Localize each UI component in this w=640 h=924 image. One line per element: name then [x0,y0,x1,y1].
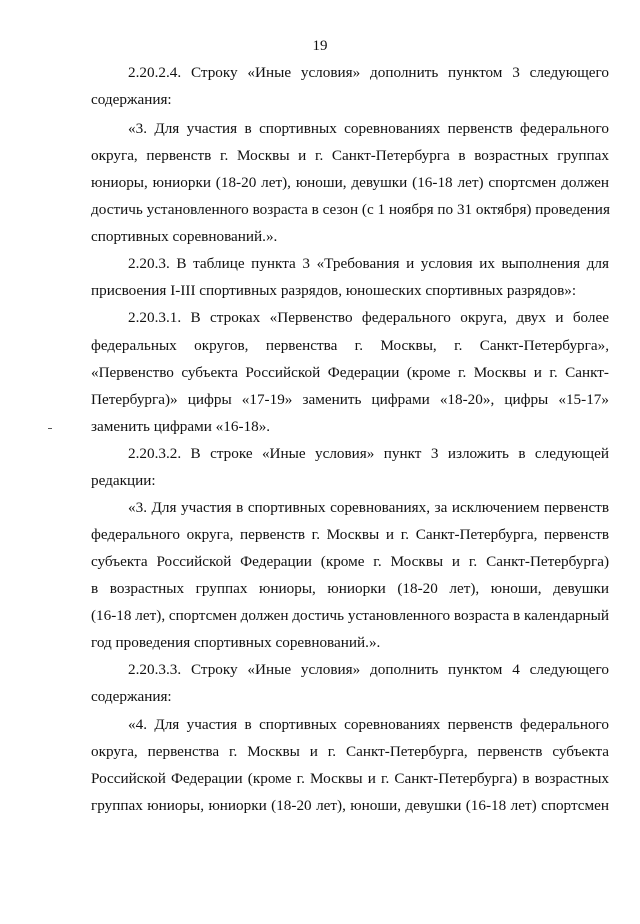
text-line: содержания: [91,91,172,108]
text-line: достичь установленного возраста в сезон (с 1 ноября по 31 октября) проведения [91,201,610,218]
text-line: (16-18 лет), спортсмен должен достичь установленного возраста в календарный [91,607,609,624]
text-line: юниоры, юниорки (18-20 лет), юноши, девушки (16-18 лет) спортсмен должен [91,174,609,191]
text-line: субъекта Российской Федерации (кроме г. Москвы и г. Санкт-Петербурга) [91,553,609,570]
text-line: 2.20.3. В таблице пункта 3 «Требования и условия их выполнения для [128,255,609,272]
text-line: округа, первенств г. Москвы и г. Санкт-Петербурга в возрастных группах [91,147,609,164]
text-line: год проведения спортивных соревнований.». [91,634,381,651]
text-line: «3. Для участия в спортивных соревнованиях первенств федерального [128,120,609,137]
text-line: 2.20.3.1. В строках «Первенство федерального округа, двух и более [128,309,609,326]
text-line: содержания: [91,688,172,705]
text-line: Российской Федерации (кроме г. Москвы и г. Санкт-Петербурга) в возрастных [91,770,609,787]
text-line: спортивных соревнований.». [91,228,278,245]
text-line: «3. Для участия в спортивных соревнованиях, за исключением первенств [128,499,609,516]
text-line: 2.20.2.4. Строку «Иные условия» дополнить пунктом 3 следующего [128,64,609,81]
text-line: федерального округа, первенств г. Москвы и г. Санкт-Петербурга, первенств [91,526,609,543]
text-line: Петербурга)» цифры «17-19» заменить цифрами «18-20», цифры «15-17» [91,391,609,408]
text-line: группах юниоры, юниорки (18-20 лет), юноши, девушки (16-18 лет) спортсмен [91,797,609,814]
text-line: 2.20.3.2. В строке «Иные условия» пункт 3 изложить в следующей [128,445,609,462]
text-line: заменить цифрами «16-18». [91,418,271,435]
text-line: присвоения I-III спортивных разрядов, юношеских спортивных разрядов»: [91,282,577,299]
text-line: федеральных округов, первенства г. Москвы, г. Санкт-Петербурга», [91,337,609,354]
margin-mark [48,428,52,429]
text-line: в возрастных группах юниоры, юниорки (18-20 лет), юноши, девушки [91,580,609,597]
text-line: «4. Для участия в спортивных соревнованиях первенств федерального [128,716,609,733]
page-number: 19 [312,38,328,54]
text-line: 2.20.3.3. Строку «Иные условия» дополнить пунктом 4 следующего [128,661,609,678]
text-line: округа, первенства г. Москвы и г. Санкт-Петербурга, первенств субъекта [91,743,609,760]
text-line: редакции: [91,472,156,489]
text-line: «Первенство субъекта Российской Федерации (кроме г. Москвы и г. Санкт- [91,364,609,381]
